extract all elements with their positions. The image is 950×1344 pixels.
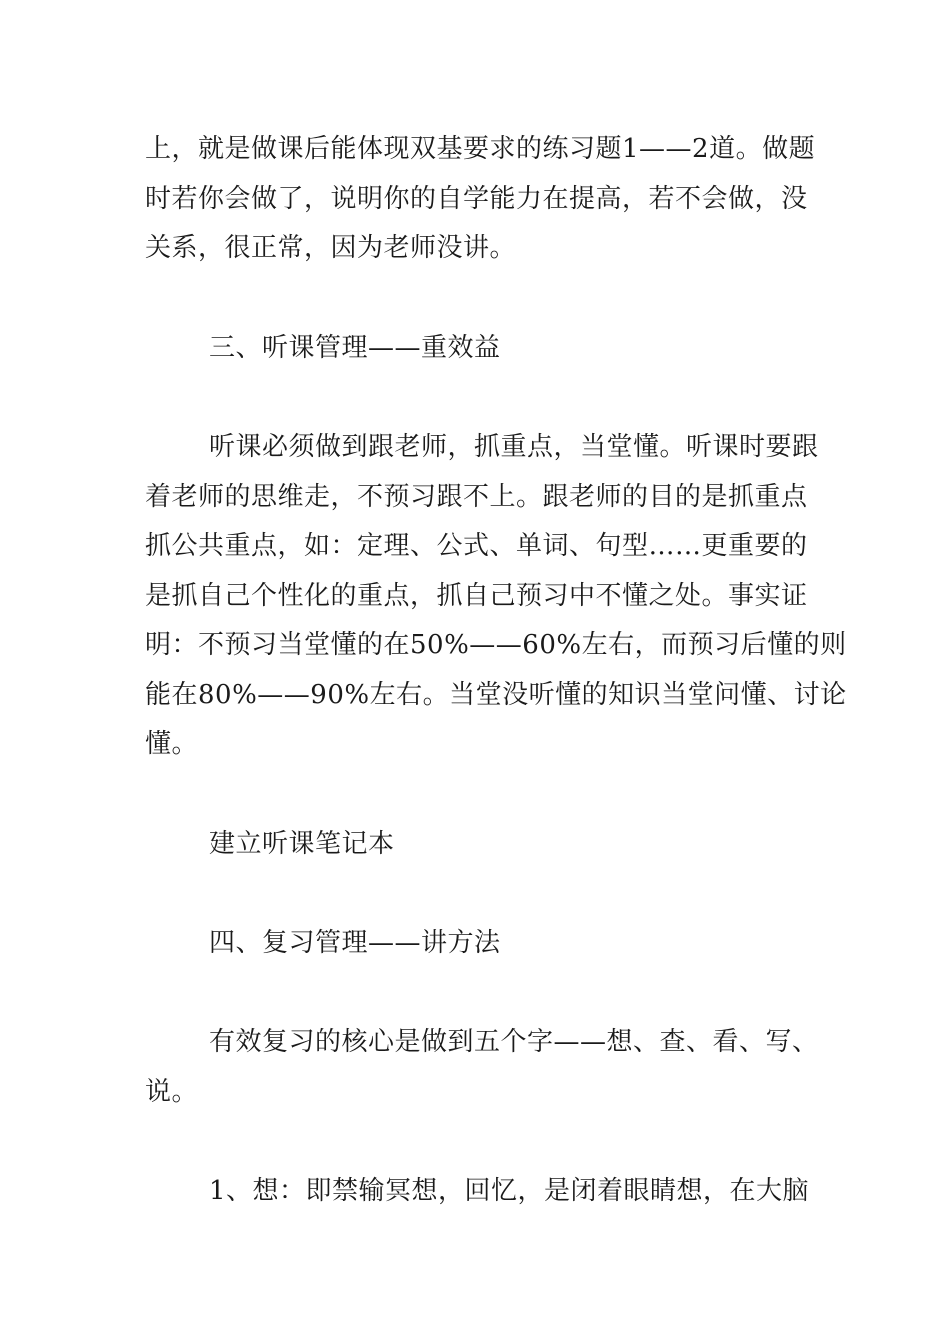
text-line: 懂。 (145, 729, 199, 759)
paragraph-review (145, 1018, 819, 1117)
text-line: 关系，很正常，因为老师没讲。 (145, 233, 517, 263)
text-line: 着老师的思维走，不预习跟不上。跟老师的目的是抓重点 (145, 481, 808, 512)
text-line: 有效复习的核心是做到五个字——想、查、看、写、 (209, 1027, 819, 1057)
text-line: 能在80%——90%左右。当堂没听懂的知识当堂问懂、讨论 (145, 679, 847, 710)
paragraph-listening (145, 423, 847, 770)
text-line: 上，就是做课后能体现双基要求的练习题1——2道。做题 (145, 134, 816, 164)
paragraph-notebook (145, 820, 807, 870)
text-line: 明：不预习当堂懂的在50%——60%左右，而预习后懂的则 (145, 630, 847, 660)
text-line: 时若你会做了，说明你的自学能力在提高，若不会做，没 (145, 183, 808, 214)
text-line: 是抓自己个性化的重点，抓自己预习中不懂之处。事实证 (145, 580, 808, 611)
section-heading-3 (145, 324, 807, 374)
paragraph-think (145, 1167, 810, 1217)
text-line: 1、想：即禁输冥想，回忆，是闭着眼睛想，在大脑 (209, 1176, 810, 1206)
text-line: 说。 (145, 1076, 199, 1107)
heading-text: 三、听课管理——重效益 (209, 333, 501, 363)
section-heading-4 (145, 919, 807, 969)
paragraph-continuation (145, 125, 816, 274)
text-line: 建立听课笔记本 (209, 829, 395, 859)
text-line: 抓公共重点，如：定理、公式、单词、句型……更重要的 (145, 531, 808, 561)
heading-text: 四、复习管理——讲方法 (209, 928, 501, 958)
text-line: 听课必须做到跟老师，抓重点，当堂懂。听课时要跟 (209, 432, 819, 462)
